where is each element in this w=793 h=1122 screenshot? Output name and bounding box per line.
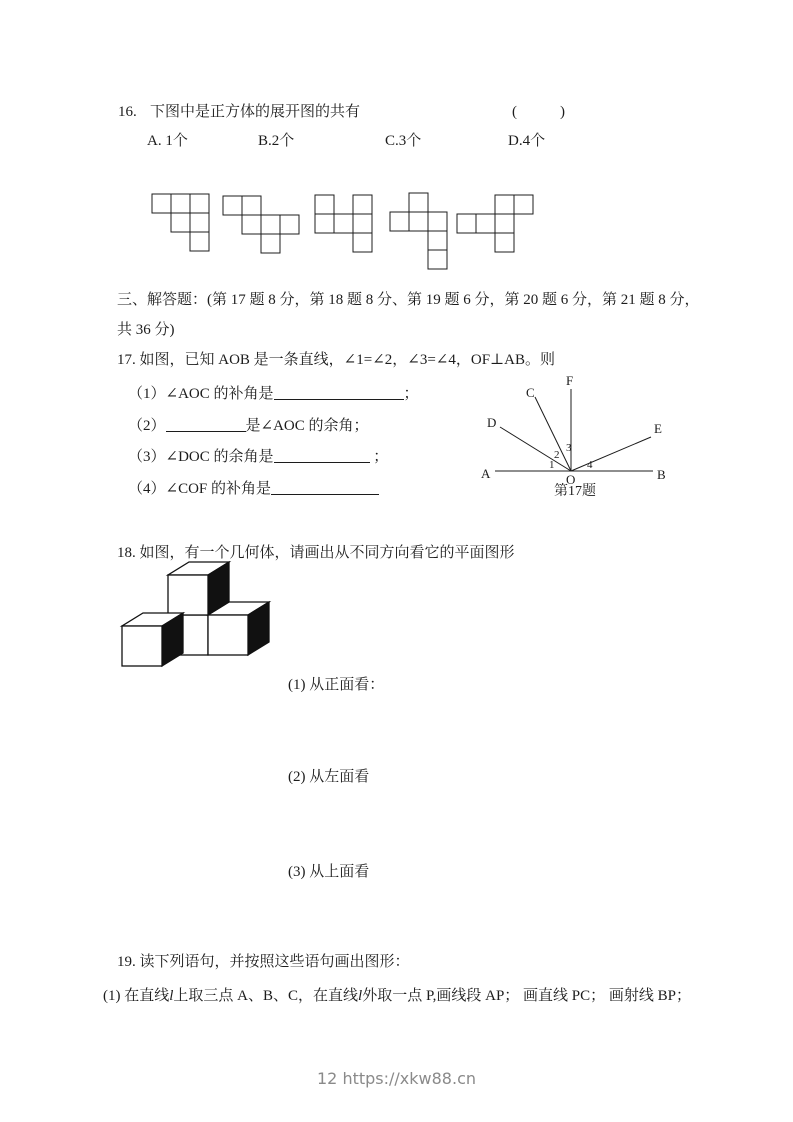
q17-part3-text: （3）∠DOC 的余角是 — [128, 449, 274, 465]
label-angle-4: 4 — [587, 459, 593, 471]
label-E: E — [654, 421, 662, 436]
q16-option-a: A. 1个 — [147, 133, 188, 149]
q19-line-l-symbol-2: l — [358, 988, 363, 1004]
label-angle-2: 2 — [554, 449, 560, 461]
section3-header-line2: 共 36 分) — [117, 322, 175, 338]
q18-part3: (3) 从上面看 — [288, 864, 370, 880]
q17-part4-text: （4）∠COF 的补角是 — [128, 481, 271, 497]
q19-line-l-symbol-1: l — [169, 988, 174, 1004]
q16-stem: 下图中是正方体的展开图的共有 — [150, 104, 361, 120]
ray-OE — [571, 437, 651, 471]
q17-part2-label: （2） — [128, 418, 166, 434]
label-D: D — [487, 415, 497, 430]
q16-answer-paren-open: ( — [512, 104, 517, 120]
q17-part2-blank — [166, 416, 246, 432]
q16-option-b: B.2个 — [258, 133, 295, 149]
q18-part1: (1) 从正面看： — [288, 677, 385, 693]
q17-part3 — [128, 447, 388, 467]
q17-part1-blank — [274, 384, 404, 400]
label-C: C — [526, 385, 535, 400]
cube-net-figure-5 — [456, 194, 534, 253]
cube-net-figure-3 — [314, 194, 373, 253]
q17-part1 — [128, 384, 419, 404]
label-B: B — [657, 467, 666, 482]
q17-figure-caption: 第17题 — [554, 484, 596, 499]
q19-part1-seg3: 外取一点 P,画线段 AP； 画直线 PC； 画射线 BP； — [362, 988, 691, 1004]
q18-cube-solid-figure — [112, 556, 307, 672]
q19-part1-seg2: 上取三点 A、B、C，在直线 — [173, 988, 359, 1004]
q16-option-c: C.3个 — [385, 133, 422, 149]
q17-part1-text: （1）∠AOC 的补角是 — [128, 386, 274, 402]
section3-header-line1: 三、解答题：(第 17 题 8 分，第 18 题 8 分、第 19 题 6 分，第 20 题 6 分，第 21 题 8 分， — [117, 292, 700, 308]
cube-net-figure-2 — [222, 195, 300, 254]
q17-angle-diagram — [478, 371, 678, 503]
label-angle-1: 1 — [549, 459, 555, 471]
cube-right-front-face — [208, 615, 248, 655]
q17-part3-blank — [274, 447, 370, 463]
q16-option-d: D.4个 — [508, 133, 546, 149]
cube-net-figure-1 — [151, 193, 210, 252]
q19-part1 — [103, 987, 691, 1006]
q17-part3-punct: ； — [369, 449, 389, 465]
q16-answer-paren-close: ) — [560, 104, 565, 120]
q19-part1-seg1: (1) 在直线 — [103, 988, 170, 1004]
q17-intro: 17. 如图，已知 AOB 是一条直线，∠1=∠2，∠3=∠4，OF⊥AB。则 — [117, 352, 555, 368]
label-O: O — [566, 472, 576, 487]
label-A: A — [481, 466, 491, 481]
q17-part4-blank — [271, 479, 379, 495]
label-F: F — [566, 373, 574, 388]
cube-left-front-face — [122, 626, 162, 666]
q17-part4 — [128, 479, 379, 499]
q17-part1-punct: ； — [403, 386, 419, 402]
cube-net-figure-4 — [389, 192, 448, 270]
label-angle-3: 3 — [566, 442, 572, 454]
q19-intro: 19. 读下列语句，并按照这些语句画出图形： — [117, 954, 410, 970]
q18-part2: (2) 从左面看 — [288, 769, 370, 785]
q16-number: 16. — [118, 104, 137, 120]
q17-part2 — [128, 416, 369, 436]
q18-intro: 18. 如图，有一个几何体，请画出从不同方向看它的平面图形 — [117, 545, 515, 561]
page-footer-watermark: 12 https://xkw88.cn — [317, 1069, 476, 1088]
q17-part2-text: 是∠AOC 的余角； — [245, 418, 369, 434]
cube-top-front-face — [168, 575, 208, 615]
